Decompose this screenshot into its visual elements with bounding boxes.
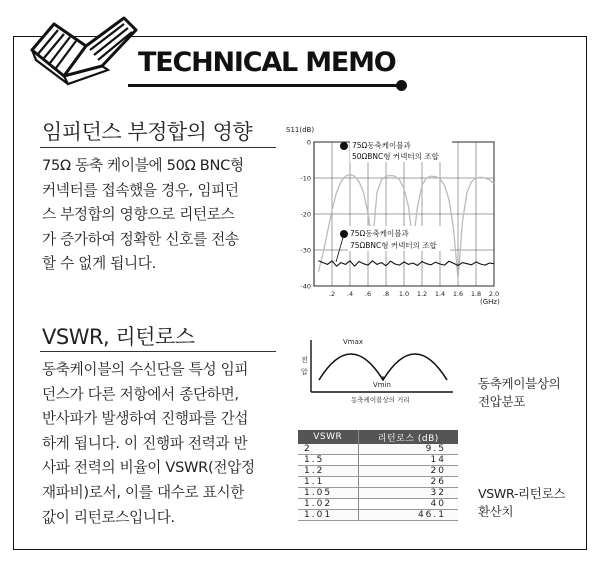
section1-line: 75Ω 동축 케이블에 50Ω BNC형 — [42, 157, 244, 174]
chart-data-point — [426, 263, 427, 264]
chart-data-point — [368, 265, 369, 266]
return-loss-cell: 14 — [358, 455, 458, 466]
chart-data-point — [431, 176, 432, 177]
table-caption-line1: VSWR-리턴로스 — [478, 486, 566, 501]
chart-data-point — [386, 266, 387, 267]
return-loss-cell: 32 — [358, 488, 458, 499]
table-row — [298, 444, 458, 455]
annotation-50ohm-line1: 75Ω동축케이블과 — [352, 141, 411, 150]
memo-title: TECHNICAL MEMO — [138, 47, 396, 78]
section1-line: 할 수 없게 됩니다. — [42, 255, 156, 273]
chart-data-point — [431, 265, 432, 266]
chart-data-point — [422, 185, 423, 186]
chart-y-tick-label: -40 — [300, 282, 311, 291]
vswr-cell: 1.5 — [298, 455, 358, 466]
chart-data-point — [453, 228, 454, 229]
chart-data-point — [381, 180, 382, 181]
header-return-loss: 리턴로스 (dB) — [358, 430, 458, 444]
chart-x-tick-label: 1.0 — [398, 290, 410, 298]
table-row — [298, 455, 458, 466]
title-underline — [128, 84, 400, 87]
chart-data-point — [489, 263, 490, 264]
table-row — [298, 488, 458, 499]
section2-rule — [40, 351, 276, 352]
chart-data-point — [458, 265, 459, 266]
section2-line: 동축케이블의 수신단을 특성 임피 — [42, 361, 249, 378]
section2-line: 던스가 다른 저항에서 종단하면, — [42, 385, 239, 403]
chart-x-tick-label: .8 — [382, 290, 390, 298]
distance-axis-label: 동축케이블상의 거리 — [351, 396, 410, 404]
chart-data-point — [485, 178, 486, 179]
vswr-return-loss-table — [298, 430, 458, 521]
chart-y-tick-label: -10 — [300, 174, 311, 183]
vmin-label: Vmin — [373, 381, 391, 389]
header-vswr: VSWR — [298, 430, 358, 444]
chart-data-point — [323, 262, 324, 263]
chart-x-tick-label: 1.2 — [416, 290, 428, 298]
chart-data-point — [444, 185, 445, 186]
open-book-icon — [24, 6, 144, 90]
section1-line: 가 증가하여 정확한 신호를 전송 — [42, 230, 239, 248]
vswr-cell: 1.01 — [298, 510, 358, 521]
chart-data-point — [426, 178, 427, 179]
chart-x-tick-label: .6 — [364, 290, 372, 298]
table-caption-line2: 환산치 — [478, 504, 514, 519]
chart-data-point — [354, 176, 355, 177]
chart-data-point — [359, 261, 360, 262]
vmax-label: Vmax — [343, 338, 364, 346]
return-loss-cell: 9.5 — [358, 444, 458, 455]
chart-data-point — [318, 271, 319, 272]
chart-data-point — [413, 263, 414, 264]
chart-x-tick-label: .4 — [346, 290, 354, 298]
chart-data-point — [354, 266, 355, 267]
chart-data-point — [390, 261, 391, 262]
table-row — [298, 477, 458, 488]
chart-data-point — [453, 263, 454, 264]
chart-x-tick-label: .2 — [328, 290, 336, 298]
vswr-table-caption — [478, 485, 565, 521]
vswr-cell: 1.02 — [298, 499, 358, 510]
chart-y-tick-label: -20 — [300, 210, 311, 219]
chart-data-point — [363, 192, 364, 193]
section2-line: 반사파가 발생하여 진행파를 간섭 — [42, 410, 249, 428]
chart-data-point — [458, 279, 459, 280]
chart-y-tick-label: -30 — [300, 246, 311, 255]
chart-data-point — [404, 262, 405, 263]
chart-x-tick-label: 1.8 — [470, 290, 482, 298]
chart-data-point — [476, 262, 477, 263]
voltage-distribution-diagram — [297, 336, 457, 406]
voltage-caption-line1: 동축케이블상의 — [478, 376, 561, 391]
chart-data-point — [399, 180, 400, 181]
chart-data-point — [408, 207, 409, 208]
table-row — [298, 466, 458, 477]
chart-data-point — [363, 263, 364, 264]
section2-line: 값이 리턴로스입니다. — [42, 508, 175, 526]
table-header-row — [298, 430, 458, 444]
chart-data-point — [359, 181, 360, 182]
chart-x-tick-label: 2.0 — [488, 290, 500, 298]
table-row — [298, 499, 458, 510]
return-loss-cell: 20 — [358, 466, 458, 477]
chart-data-point — [350, 174, 351, 175]
chart-data-point — [471, 181, 472, 182]
chart-x-tick-label: 1.6 — [452, 290, 464, 298]
chart-data-point — [449, 199, 450, 200]
chart-data-point — [386, 176, 387, 177]
series-75ohm-line — [319, 261, 495, 266]
chart-data-point — [489, 180, 490, 181]
voltage-axis-label: 전 압 — [301, 356, 308, 376]
chart-data-point — [341, 181, 342, 182]
chart-data-point — [327, 232, 328, 233]
chart-data-point — [332, 261, 333, 262]
section2-line: 사파 전력의 비율이 VSWR(전압정 — [42, 459, 255, 477]
section2-line: 하게 됩니다. 이 진행파 전력과 반 — [42, 434, 248, 452]
section2-heading: VSWR, 리턴로스 — [42, 325, 195, 349]
section2-body — [42, 358, 276, 530]
chart-data-point — [323, 253, 324, 254]
chart-data-point — [345, 176, 346, 177]
chart-data-point — [471, 265, 472, 266]
chart-data-point — [395, 264, 396, 265]
chart-data-point — [417, 265, 418, 266]
chart-data-point — [444, 265, 445, 266]
chart-data-point — [327, 264, 328, 265]
return-loss-cell: 46.1 — [358, 510, 458, 521]
chart-data-point — [377, 264, 378, 265]
section1-rule — [40, 147, 276, 148]
return-loss-cell: 40 — [358, 499, 458, 510]
annotation-50ohm-line2: 50ΩBNC형 커넥터의 조합 — [352, 152, 439, 161]
section1-body — [42, 154, 274, 277]
s11-return-loss-chart — [284, 122, 504, 307]
chart-data-point — [318, 261, 319, 262]
chart-data-point — [480, 264, 481, 265]
chart-ylabel: S11(dB) — [286, 126, 315, 134]
chart-data-point — [494, 183, 495, 184]
chart-xlabel: (GHz) — [480, 298, 500, 306]
vswr-cell: 1.05 — [298, 488, 358, 499]
chart-data-point — [336, 266, 337, 267]
annotation-75ohm-line2: 75ΩBNC형 커넥터의 조합 — [350, 241, 437, 250]
chart-data-point — [345, 264, 346, 265]
chart-data-point — [368, 214, 369, 215]
chart-data-point — [332, 210, 333, 211]
chart-data-point — [467, 192, 468, 193]
chart-data-point — [377, 192, 378, 193]
title-bullet-dot — [396, 80, 407, 91]
voltage-diagram-caption — [478, 375, 560, 411]
chart-data-point — [435, 176, 436, 177]
chart-data-point — [408, 264, 409, 265]
chart-data-point — [341, 262, 342, 263]
annotation-75ohm-line1: 75Ω동축케이블과 — [350, 229, 409, 238]
section1-line: 커넥터를 접속했을 경우, 임피던 — [42, 181, 239, 199]
chart-data-point — [440, 264, 441, 265]
vswr-cell: 1.2 — [298, 466, 358, 477]
annotation-marker-50ohm — [340, 142, 348, 150]
chart-data-point — [395, 176, 396, 177]
chart-data-point — [462, 262, 463, 263]
section1-heading: 임피던스 부정합의 영향 — [42, 120, 253, 144]
chart-data-point — [404, 189, 405, 190]
chart-data-point — [494, 263, 495, 264]
chart-data-point — [372, 261, 373, 262]
chart-data-point — [350, 261, 351, 262]
chart-data-point — [485, 265, 486, 266]
chart-data-point — [480, 177, 481, 178]
section2-line: 재파비)로서, 이를 대수로 표시한 — [42, 483, 245, 501]
chart-data-point — [390, 175, 391, 176]
chart-data-point — [462, 221, 463, 222]
return-loss-cell: 26 — [358, 477, 458, 488]
chart-data-point — [381, 262, 382, 263]
vswr-cell: 1.1 — [298, 477, 358, 488]
vswr-cell: 2 — [298, 444, 358, 455]
chart-data-point — [435, 262, 436, 263]
chart-data-point — [449, 261, 450, 262]
voltage-caption-line2: 전압분포 — [478, 394, 526, 409]
chart-data-point — [417, 207, 418, 208]
chart-data-point — [467, 263, 468, 264]
chart-y-tick-label: 0 — [306, 138, 311, 147]
section1-line: 스 부정합의 영향으로 리턴로스 — [42, 206, 235, 224]
chart-x-tick-label: 1.4 — [434, 290, 446, 298]
chart-data-point — [440, 178, 441, 179]
chart-data-point — [399, 265, 400, 266]
table-row — [298, 510, 458, 521]
chart-data-point — [422, 261, 423, 262]
chart-data-point — [476, 178, 477, 179]
chart-data-point — [336, 192, 337, 193]
